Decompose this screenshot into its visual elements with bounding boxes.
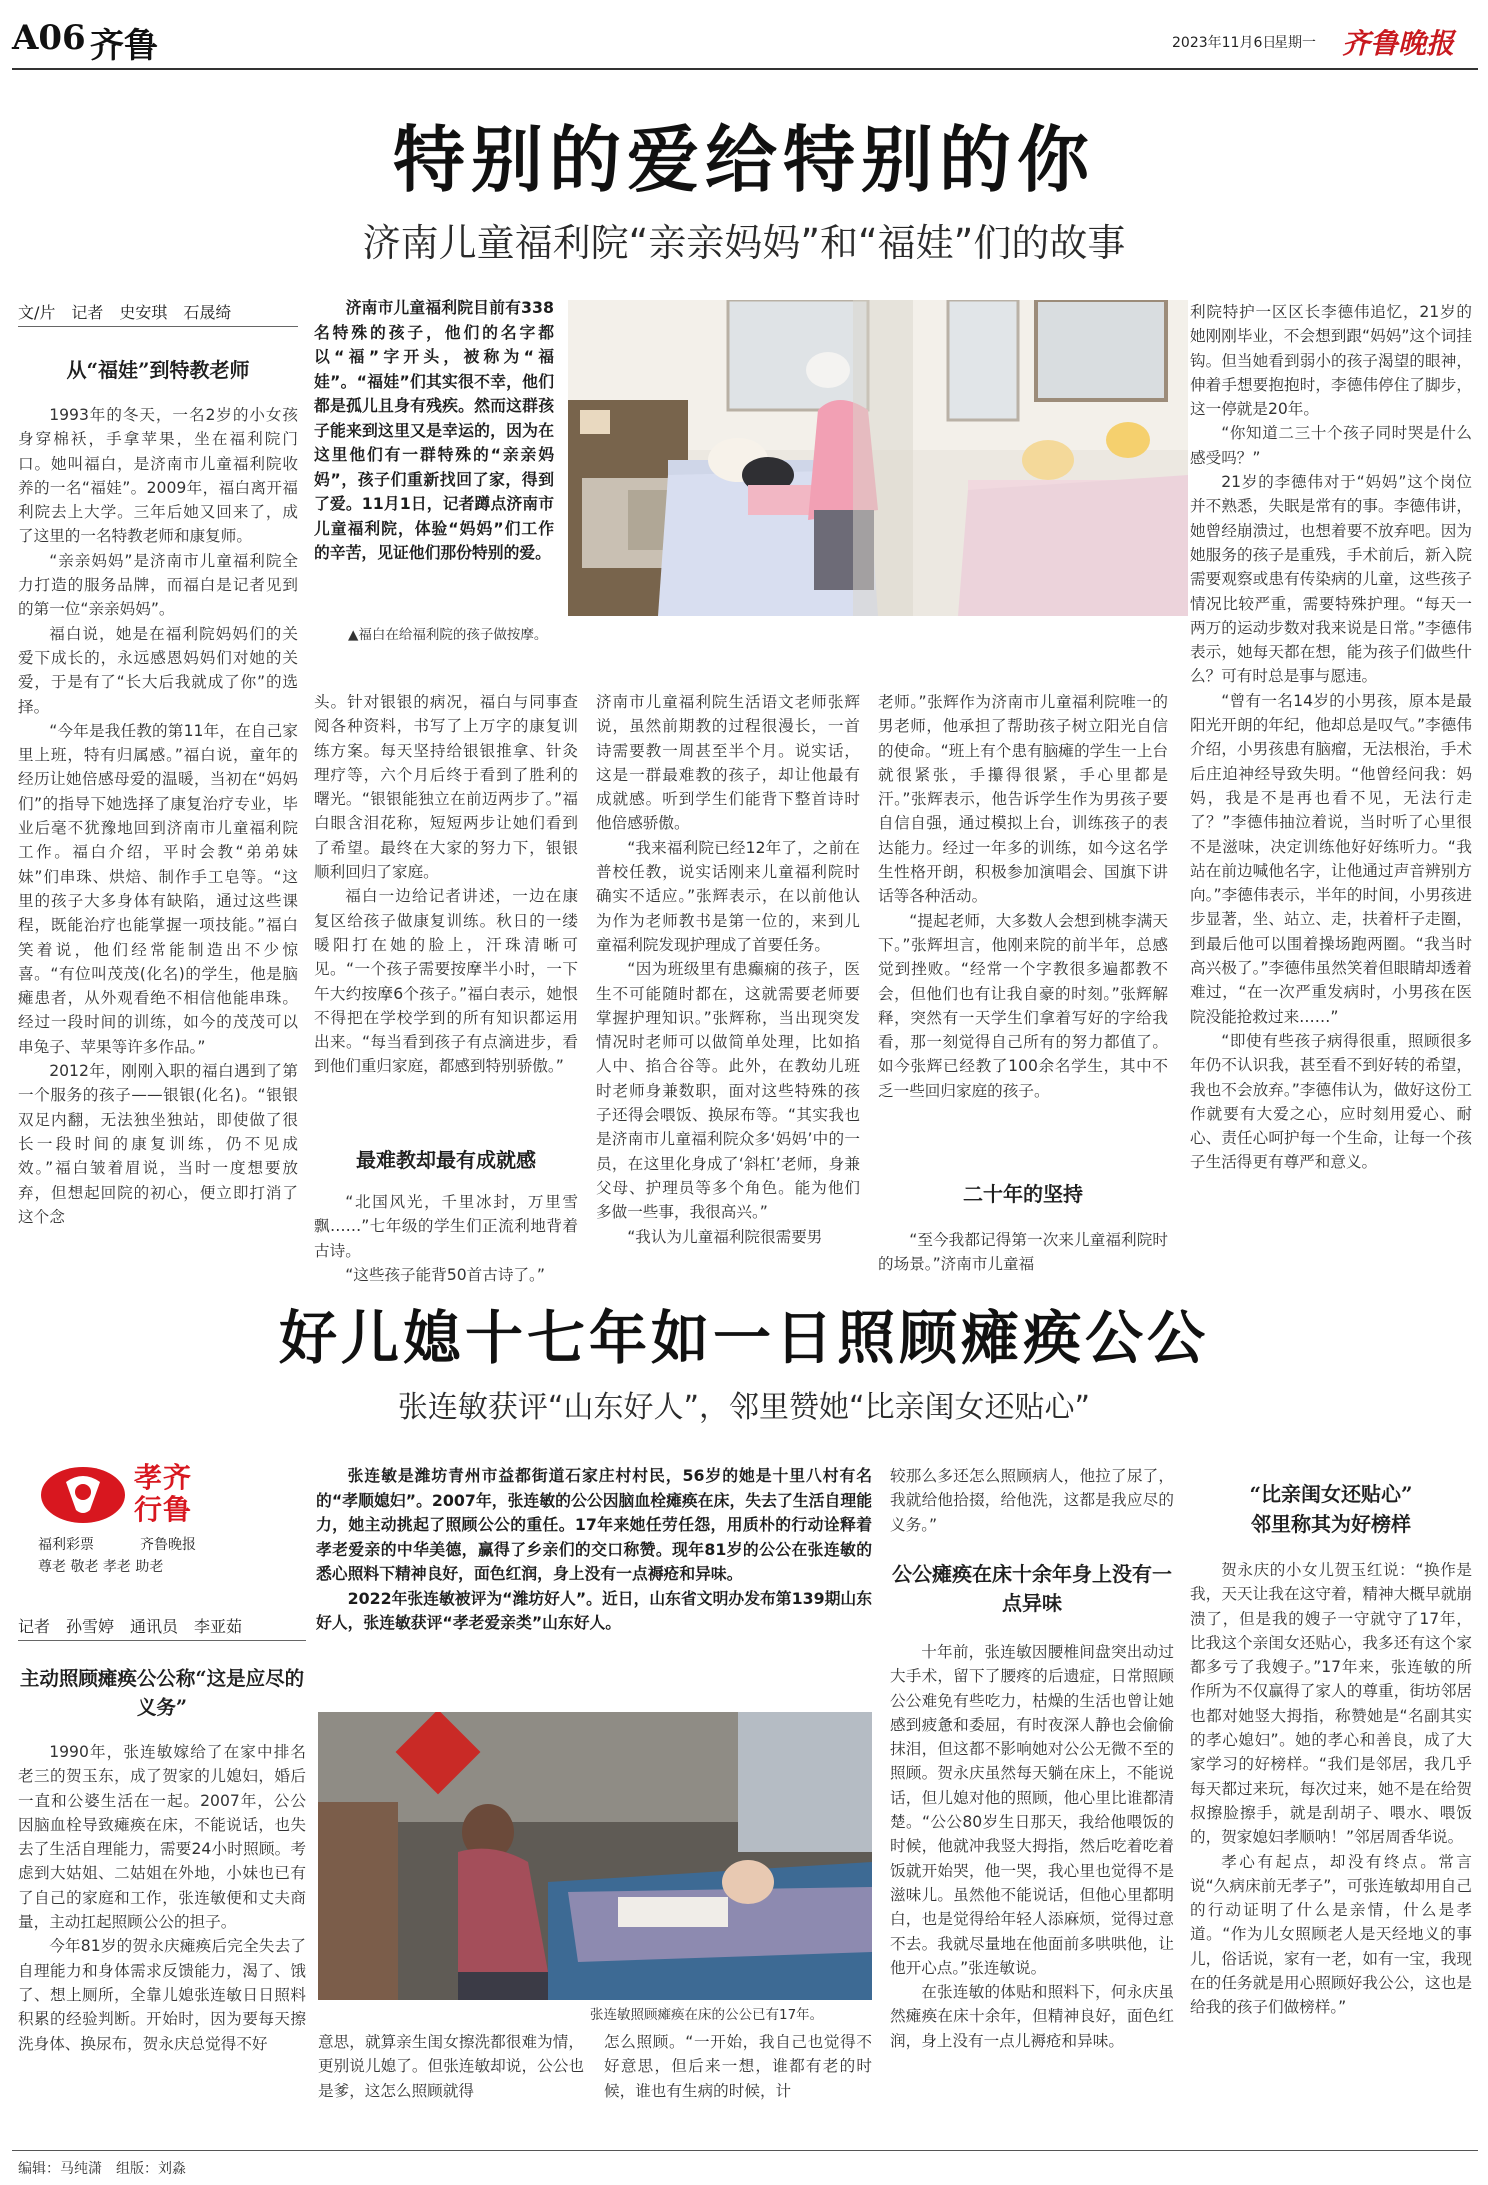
paragraph: “因为班级里有患癫痫的孩子，医生不可能随时都在，这就需要老师要掌握护理知识。”张辉称，当出现突发情况时老师可以做简单处理，比如掐人中、掐合谷等。此外，在教幼儿班时老师身兼数职，面对这些特殊的孩子还得会喂饭、换尿布等。“其实我也是济南市儿童福利院众多‘妈妈’中的一员，在这里化身成了‘斜杠’老师，身兼父母、护理员等多个角色。能为他们多做一些事，我很高兴。” (596, 960, 860, 1222)
logo-org-2: 齐鲁晚报 (140, 1537, 196, 1553)
story1-column-2 (314, 690, 578, 1140)
story1-title: 特别的爱给特别的你 (392, 117, 1095, 202)
byline-rule (18, 326, 298, 327)
lead-paragraph: 张连敏是潍坊青州市益都街道石家庄村村民，56岁的她是十里八村有名的“孝顺媳妇”。2007年，张连敏的公公因脑血栓瘫痪在床，失去了生活自理能力，她主动挑起了照顾公公的重任。17年来她任劳任怨，用质朴的行动诠释着孝老爱亲的中华美德，赢得了乡亲们的交口称赞。现年81岁的公公在张连敏的悉心照料下精神良好，面色红润，身上没有一点褥疮和异味。 (316, 1466, 872, 1583)
story2-byline: 记者 孙雪婷 通讯员 李亚茹 (18, 1617, 243, 1636)
logo-title: 孝齐行鲁 (134, 1461, 193, 1526)
story1-heading-3: 二十年的坚持 (963, 1182, 1083, 1206)
story2-column-4 (1190, 1558, 1472, 2144)
paragraph: 2012年，刚刚入职的福白遇到了第一个服务的孩子——银银(化名)。“银银双足内翻，无法独坐独站，即使做了很长一段时间的康复训练，仍不见成效。”福白皱着眉说，当时一度想要放弃，但想起回院的初心，便立即打消了这个念 (18, 1062, 298, 1226)
story1-column-3 (596, 690, 860, 1282)
paragraph: 较那么多还怎么照顾病人，他拉了尿了，我就给他拾掇，给他洗，这都是我应尽的义务。” (890, 1467, 1174, 1534)
story2-byline-rule (18, 1640, 306, 1641)
story1-photo (568, 300, 1188, 616)
story2-heading-3a: “比亲闺女还贴心” (1249, 1482, 1413, 1506)
paragraph: 怎么照顾。“一开始，我自己也觉得不好意思，但后来一想，谁都有老的时候，谁也有生病的时候，计 (604, 2033, 872, 2100)
story2-photo (318, 1712, 872, 2000)
story2-heading-3b: 邻里称其为好榜样 (1251, 1512, 1411, 1536)
story2-column-2 (318, 2030, 584, 2144)
paragraph: 21岁的李德伟对于“妈妈”这个岗位并不熟悉，失眠是常有的事。李德伟讲，她曾经崩溃过，也想着要不放弃吧。因为她服务的孩子是重残，手术前后，新入院需要观察或患有传染病的儿童，这些孩子情况比较严重，需要特殊护理。“每天一两万的运动步数对我来说是日常。”李德伟表示，她每天都在想，能为孩子们做些什么？可有时总是事与愿违。 (1190, 473, 1472, 686)
story2-column-1 (18, 1740, 306, 2144)
paragraph: 利院特护一区区长李德伟追忆，21岁的她刚刚毕业，不会想到跟“妈妈”这个词挂钩。但当她看到弱小的孩子渴望的眼神，伸着手想要抱抱时，李德伟停住了脚步，这一停就是20年。 (1190, 303, 1472, 419)
paragraph: “曾有一名14岁的小男孩，原本是最阳光开朗的年纪，他却总是叹气。”李德伟介绍，小男孩患有脑瘤，无法根治，手术后庄迫神经导致失明。“他曾经问我：妈妈，我是不是再也看不见，无法行走了？”李德伟抽泣着说，当时听了心里很不是滋味，决定训练他好好练听力。“我站在前边喊他名字，让他通过声音辨别方向。”李德伟表示，半年的时间，小男孩进步显著，坐、站立、走，扶着杆子走圈，到最后他可以围着操场跑两圈。“我当时高兴极了。”李德伟虽然笑着但眼睛却透着难过，“在一次严重发病时，小男孩在医院没能抢救过来……” (1190, 691, 1472, 1026)
paragraph: “这些孩子能背50首古诗了。” (345, 1265, 545, 1282)
page-header (12, 8, 1478, 70)
story1-column-1 (18, 403, 298, 1281)
paragraph: “我认为儿童福利院很需要男 (627, 1227, 823, 1246)
paragraph: “我来福利院已经12年了，之前在普校任教，说实话刚来儿童福利院时确实不适应。”张辉表示，在以前他认为作为老师教书是第一位的，来到儿童福利院发现护理成了首要任务。 (596, 838, 860, 954)
story1-heading-1: 从“福娃”到特教老师 (66, 358, 250, 382)
paragraph: “即使有些孩子病得很重，照顾很多年仍不认识我，甚至看不到好转的希望，我也不会放弃。”李德伟认为，做好这份工作就要有大爱之心，应时刻用爱心、耐心、责任心呵护每一个生命，让每一个孩子生活得更有尊严和意义。 (1190, 1031, 1472, 1172)
lottery-logo-icon (38, 1464, 128, 1526)
footer-rule (12, 2150, 1478, 2151)
story2-column-3 (604, 2030, 872, 2144)
paragraph: 福白说，她是在福利院妈妈们的关爱下成长的，永远感恩妈妈们对她的关爱，于是有了“长大后我就成了你”的选择。 (18, 624, 298, 716)
paragraph: “你知道二三十个孩子同时哭是什么感受吗？” (1190, 424, 1472, 467)
story2-column-3-top (890, 1464, 1174, 1538)
header-weekday: 星期一 (1274, 35, 1316, 51)
story1-subtitle: 济南儿童福利院“亲亲妈妈”和“福娃”们的故事 (362, 221, 1126, 265)
story1-column-2b (314, 1190, 578, 1282)
paragraph: 老师。”张辉作为济南市儿童福利院唯一的男老师，他承担了帮助孩子树立阳光自信的使命。“班上有个患有脑瘫的学生一上台就很紧张，手攥得很紧，手心里都是汗。”张辉表示，他告诉学生作为男孩子要自信自强，通过模拟上台，训练孩子的表达能力。经过一年多的训练，如今这名学生性格开朗，积极参加演唱会、国旗下讲话等各种活动。 (878, 693, 1168, 906)
charity-logo-box (30, 1460, 284, 1580)
header-rule (12, 68, 1478, 70)
story1-column-4 (878, 690, 1168, 1168)
story1-photo-caption: ▲福白在给福利院的孩子做按摩。 (348, 627, 548, 643)
paragraph: 1990年，张连敏嫁给了在家中排名老三的贺玉东，成了贺家的儿媳妇，婚后一直和公婆生活在一起。2007年，公公因脑血栓导致瘫痪在床，不能说话，也失去了生活自理能力，需要24小时照顾。考虑到大姑姐、二姑姐在外地，小妹也已有了自己的家庭和工作，张连敏便和丈夫商量，主动扛起照顾公公的担子。 (18, 1743, 306, 1932)
lead-paragraph: 济南市儿童福利院目前有338名特殊的孩子，他们的名字都以“福”字开头，被称为“福娃”。“福娃”们其实很不幸，他们都是孤儿且身有残疾。然而这群孩子能来到这里又是幸运的，因为在这里他们有一群特殊的“亲亲妈妈”，孩子们重新找回了家，得到了爱。11月1日，记者蹲点济南市儿童福利院，体验“妈妈”们工作的辛苦，见证他们那份特别的爱。 (314, 298, 554, 562)
story1-byline: 文/片 记者 史安琪 石晟绮 (18, 303, 232, 322)
logo-slogan: 尊老 敬老 孝老 助老 (38, 1559, 164, 1575)
story1-lead (314, 296, 554, 596)
paragraph: “提起老师，大多数人会想到桃李满天下。”张辉坦言，他刚来院的前半年，总感觉到挫败。“经常一个字教很多遍都教不会，但他们也有让我自豪的时刻。”张辉解释，突然有一天学生们拿着写好的字给我看，那一刻觉得自己所有的努力都值了。如今张辉已经教了100余名学生，其中不乏一些回归家庭的孩子。 (878, 911, 1168, 1100)
paragraph: 济南市儿童福利院生活语文老师张辉说，虽然前期教的过程很漫长，一首诗需要教一周甚至半个月。说实话，这是一群最难教的孩子，却让他最有成就感。听到学生们能背下整首诗时他倍感骄傲。 (596, 693, 860, 833)
footer-credits: 编辑：马纯潇 组版：刘淼 (18, 2161, 186, 2177)
story2-lead (316, 1464, 872, 1694)
paragraph: 孝心有起点，却没有终点。常言说“久病床前无孝子”，可张连敏却用自己的行动证明了什么是亲情，什么是孝道。“作为儿女照顾老人是天经地义的事儿，俗话说，家有一老，如有一宝，我现在的任务就是用心照顾好我公公，这也是给我的孩子们做榜样。” (1190, 1852, 1472, 2017)
massage-photo-illustration (568, 300, 1188, 616)
paragraph: 1993年的冬天，一名2岁的小女孩身穿棉袄，手拿苹果，坐在福利院门口。她叫福白，是济南市儿童福利院收养的一名“福娃”。2009年，福白离开福利院去上大学。三年后她又回来了，成了这里的一名特教老师和康复师。 (18, 406, 298, 546)
story2-heading-1: 主动照顾瘫痪公公称“这是应尽的义务” (19, 1667, 305, 1719)
paragraph: “亲亲妈妈”是济南市儿童福利院全力打造的服务品牌，而福白是记者见到的第一位“亲亲妈妈”。 (18, 551, 298, 619)
story2-column-3b (890, 1640, 1174, 2144)
story2-title: 好儿媳十七年如一日照顾瘫痪公公 (278, 1304, 1209, 1372)
paper-name: 齐鲁晚报 (1342, 27, 1455, 60)
story2-photo-caption: 张连敏照顾瘫痪在床的公公已有17年。 (590, 2007, 824, 2023)
header-date: 2023年11月6日 (1172, 35, 1277, 51)
logo-org-1: 福利彩票 (38, 1537, 94, 1553)
story1-column-5 (1190, 300, 1472, 1282)
paragraph: 福白一边给记者讲述，一边在康复区给孩子做康复训练。秋日的一缕暖阳打在她的脸上，汗珠清晰可见。“一个孩子需要按摩半小时，一下午大约按摩6个孩子。”福白表示，她恨不得把在学校学到的所有知识都运用出来。“每当看到孩子有点滴进步，看到他们重归家庭，都感到特别骄傲。” (314, 887, 578, 1076)
paragraph: 今年81岁的贺永庆瘫痪后完全失去了自理能力和身体需求反馈能力，渴了、饿了、想上厕所，全靠儿媳张连敏日日照料积累的经验判断。开始时，因为要每天擦洗身体、换尿布，贺永庆总觉得不好 (18, 1937, 306, 2053)
paragraph: “今年是我任教的第11年，在自己家里上班，特有归属感。”福白说，童年的经历让她倍感母爱的温暖，当初在“妈妈们”的指导下她选择了康复治疗专业，毕业后毫不犹豫地回到济南市儿童福利院工作。福白介绍，平时会教“弟弟妹妹”们串珠、烘焙、制作手工皂等。“这里的孩子大多身体有缺陷，通过这些课程，既能治疗也能掌握一项技能。”福白笑着说，他们经常能制造出不少惊喜。“有位叫茂茂(化名)的学生，他是脑瘫患者，从外观看绝不相信他能串珠。经过一段时间的训练，如今的茂茂可以串兔子、苹果等许多作品。” (18, 721, 298, 1056)
paragraph: “北国风光，千里冰封，万里雪飘……”七年级的学生们正流利地背着古诗。 (314, 1193, 578, 1260)
story2-subtitle: 张连敏获评“山东好人”，邻里赞她“比亲闺女还贴心” (397, 1390, 1091, 1425)
page-code: A06 (12, 18, 86, 58)
lead-paragraph: 2022年张连敏被评为“潍坊好人”。近日，山东省文明办发布第139期山东好人，张连敏获评“孝老爱亲类”山东好人。 (316, 1588, 872, 1632)
paragraph: 在张连敏的体贴和照料下，何永庆虽然瘫痪在床十余年，但精神良好，面色红润，身上没有一点儿褥疮和异味。 (890, 1983, 1174, 2050)
paragraph: 意思，就算亲生闺女擦洗都很难为情，更别说儿媳了。但张连敏却说，公公也是爹，这怎么照顾就得 (318, 2033, 584, 2100)
paragraph: “至今我都记得第一次来儿童福利院时的场景。”济南市儿童福 (878, 1231, 1168, 1274)
section-name: 齐鲁 (90, 26, 158, 66)
care-photo-illustration (318, 1712, 872, 2000)
story1-column-4b (878, 1228, 1168, 1282)
paragraph: 贺永庆的小女儿贺玉红说：“换作是我，天天让我在这守着，精神大概早就崩溃了，但是我的嫂子一守就守了17年，比我这个亲闺女还贴心，我多还有这个家都多亏了我嫂子。”17年来，张连敏的所作所为不仅赢得了家人的尊重，街坊邻居也都对她竖大拇指，称赞她是“名副其实的孝心媳妇”。她的孝心和善良，成了大家学习的好榜样。“我们是邻居，我几乎每天都过来玩，每次过来，她不是在给贺叔擦脸擦手，就是刮胡子、喂水、喂饭的，贺家媳妇孝顺呐！”邻居周香华说。 (1190, 1561, 1472, 1847)
story1-heading-2: 最难教却最有成就感 (356, 1148, 536, 1172)
story2-heading-2: 公公瘫痪在床十余年身上没有一点异味 (892, 1562, 1172, 1615)
paragraph: 十年前，张连敏因腰椎间盘突出动过大手术，留下了腰疼的后遗症，日常照顾公公难免有些吃力，枯燥的生活也曾让她感到疲惫和委屈，有时夜深人静也会偷偷抹泪，但这都不影响她对公公无微不至的照顾。贺永庆虽然每天躺在床上，不能说话，但儿媳对他的照顾，他心里比谁都清楚。“公公80岁生日那天，我给他喂饭的时候，他就冲我竖大拇指，然后吃着吃着饭就开始哭，他一哭，我心里也觉得不是滋味儿。虽然他不能说话，但他心里都明白，也是觉得给年轻人添麻烦，觉得过意不去。我就尽量地在他面前多哄哄他，让他开心点。”张连敏说。 (890, 1643, 1174, 1977)
paragraph: 头。针对银银的病况，福白与同事查阅各种资料，书写了上万字的康复训练方案。每天坚持给银银推拿、针灸理疗等，六个月后终于看到了胜利的曙光。“银银能独立在前迈两步了。”福白眼含泪花称，短短两步让她们看到了希望。最终在大家的努力下，银银顺利回归了家庭。 (314, 693, 578, 882)
